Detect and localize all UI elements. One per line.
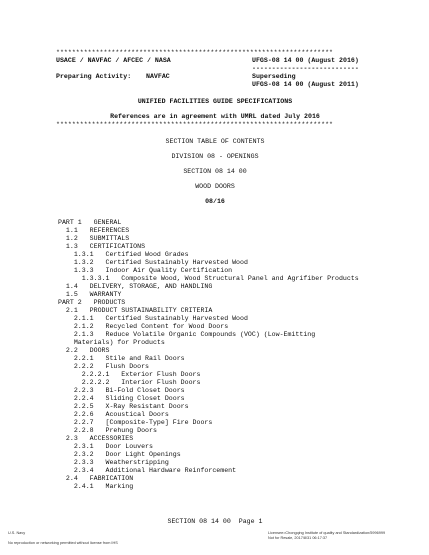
toc-line: 2.2.7 [Composite-Type] Fire Doors	[58, 419, 213, 426]
toc-line: 2.3 ACCESSORIES	[58, 435, 134, 442]
toc-line: 2.1.3 Reduce Volatile Organic Compounds (VOC) (Low-Emitting	[58, 331, 316, 338]
toc-line: PART 2 PRODUCTS	[58, 299, 126, 306]
toc-line: 1.3.1 Certified Wood Grades	[58, 251, 189, 258]
page-number-label: SECTION 08 14 00 Page 1	[167, 518, 263, 525]
toc-line: 2.2.2.2 Interior Flush Doors	[58, 379, 201, 386]
toc-line: 1.3.3 Indoor Air Quality Certification	[58, 267, 233, 274]
toc-line: 2.3.4 Additional Hardware Reinforcement	[58, 467, 237, 474]
footer-right-licensee: Licensee=Chongqing Institute of quality and Standardization/5996999	[268, 531, 386, 535]
footer-left-owner: U.S. Navy	[8, 531, 26, 535]
toc-line: 2.4.1 Marking	[58, 483, 134, 490]
toc-line: 2.2.2 Flush Doors	[58, 363, 150, 370]
toc-line: 2.2.1 Stile and Rail Doors	[58, 355, 185, 362]
section-date: 08/16	[205, 198, 225, 205]
toc-line: 1.5 WARRANTY	[58, 291, 122, 298]
toc-line: PART 1 GENERAL	[58, 219, 122, 226]
toc-line: 2.2.6 Acoustical Doors	[58, 411, 169, 418]
header-stars-top: **********************************************************************	[56, 49, 333, 56]
toc-line: 2.1.2 Recycled Content for Wood Doors	[58, 323, 229, 330]
toc-line: 2.3.2 Door Light Openings	[58, 451, 181, 458]
toc-line: 1.2 SUBMITTALS	[58, 235, 130, 242]
toc-line: 2.1 PRODUCT SUSTAINABILITY CRITERIA	[58, 307, 213, 314]
toc-title: SECTION TABLE OF CONTENTS	[165, 138, 265, 145]
toc-line: 1.3.2 Certified Sustainably Harvested Wood	[58, 259, 248, 266]
toc-line: 2.4 FABRICATION	[58, 475, 134, 482]
toc-line: 2.1.1 Certified Sustainably Harvested Wood	[58, 315, 248, 322]
toc-line: 1.3 CERTIFICATIONS	[58, 243, 146, 250]
prep-activity-value: NAVFAC	[146, 73, 170, 80]
toc-line: 1.3.3.1 Composite Wood, Wood Structural Panel and Agrifiber Products	[58, 275, 359, 282]
division-heading: DIVISION 08 - OPENINGS	[171, 153, 259, 160]
footer-left-notice: No reproduction or networking permitted without license from IHS	[8, 541, 118, 545]
section-number: SECTION 08 14 00	[183, 168, 247, 175]
prep-activity-label: Preparing Activity:	[56, 73, 132, 80]
superseding-label: Superseding	[252, 73, 296, 80]
doc-title: UNIFIED FACILITIES GUIDE SPECIFICATIONS	[137, 98, 293, 105]
toc-line: Materials) for Products	[58, 339, 165, 346]
toc-line: 1.4 DELIVERY, STORAGE, AND HANDLING	[58, 283, 213, 290]
toc-line: 2.3.3 Weatherstripping	[58, 459, 169, 466]
toc-line: 2.2.3 Bi-Fold Closet Doors	[58, 387, 185, 394]
section-name: WOOD DOORS	[195, 183, 235, 190]
footer-right-resale: Not for Resale, 2017/8/31 06:17:37	[268, 536, 328, 540]
toc-line: 2.2.4 Sliding Closet Doors	[58, 395, 185, 402]
header-stars-bottom: **********************************************************************	[56, 121, 333, 128]
toc-line: 2.2.5 X-Ray Resistant Doors	[58, 403, 189, 410]
toc-list	[58, 219, 359, 491]
header-ufgs: UFGS-08 14 00 (August 2016)	[252, 57, 359, 64]
toc-line: 2.2.8 Prehung Doors	[58, 427, 157, 434]
toc-line: 2.2 DOORS	[58, 347, 110, 354]
header-ufgs-old: UFGS-08 14 00 (August 2011)	[252, 81, 359, 88]
header-dashes: ---------------------------	[252, 65, 359, 72]
references-note: References are in agreement with UMRL dated July 2016	[110, 113, 320, 120]
toc-line: 1.1 REFERENCES	[58, 227, 130, 234]
toc-line: 2.2.2.1 Exterior Flush Doors	[58, 371, 201, 378]
toc-line: 2.3.1 Door Louvers	[58, 443, 153, 450]
header-org: USACE / NAVFAC / AFCEC / NASA	[56, 57, 171, 64]
